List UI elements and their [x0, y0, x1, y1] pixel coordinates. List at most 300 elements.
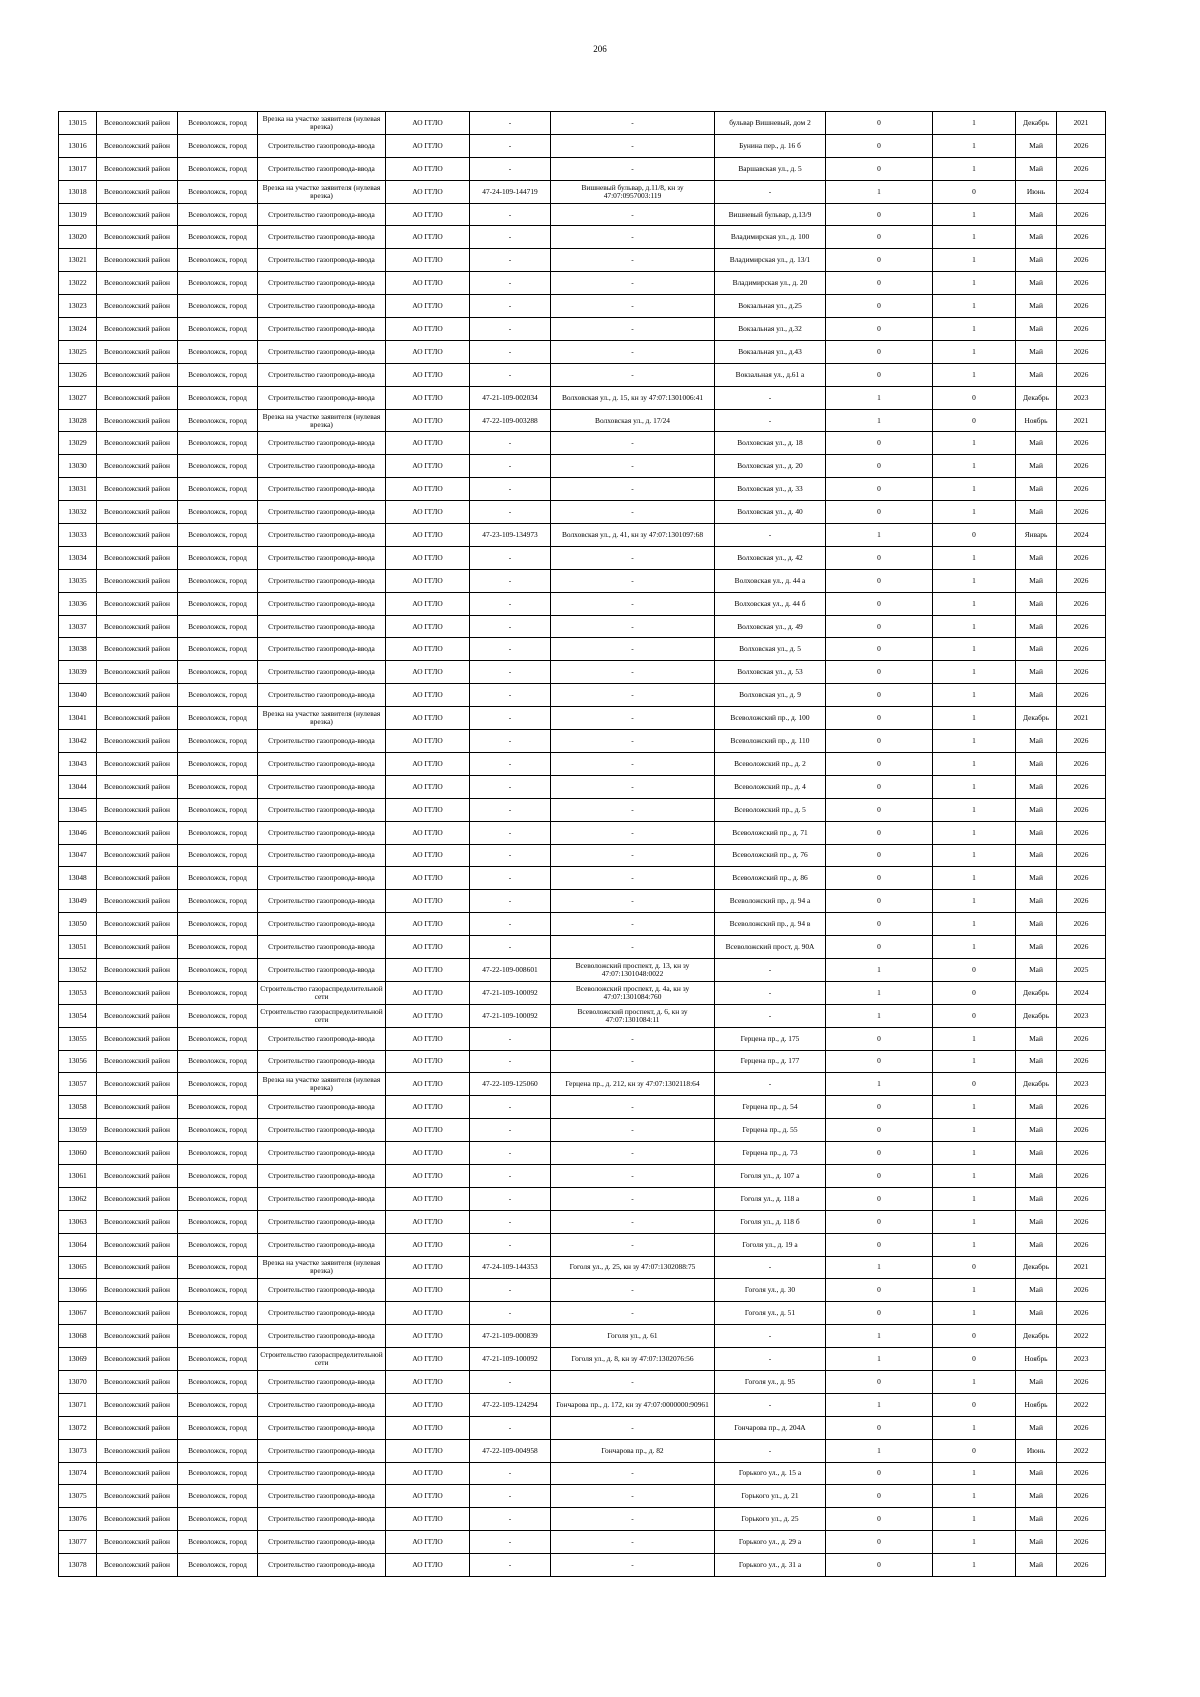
- cell-value-b: 1: [933, 798, 1016, 821]
- cell-settlement: Всеволожск, город: [178, 1027, 258, 1050]
- cell-value-a: 0: [826, 112, 933, 135]
- cell-permit-address: -: [551, 455, 715, 478]
- cell-month: Ноябрь: [1016, 409, 1057, 432]
- cell-index: 13022: [59, 272, 97, 295]
- cell-year: 2026: [1057, 913, 1106, 936]
- table-row: [59, 775, 1106, 798]
- cell-index: 13042: [59, 730, 97, 753]
- cell-value-a: 0: [826, 134, 933, 157]
- cell-month: Май: [1016, 592, 1057, 615]
- cell-month: Май: [1016, 157, 1057, 180]
- cell-index: 13031: [59, 478, 97, 501]
- cell-index: 13051: [59, 936, 97, 959]
- cell-permit: -: [470, 478, 551, 501]
- cell-settlement: Всеволожск, город: [178, 1462, 258, 1485]
- cell-value-b: 1: [933, 661, 1016, 684]
- cell-settlement: Всеволожск, город: [178, 203, 258, 226]
- cell-settlement: Всеволожск, город: [178, 730, 258, 753]
- cell-organization: АО ГГЛО: [386, 272, 470, 295]
- cell-district: Всеволожский район: [97, 249, 178, 272]
- cell-month: Май: [1016, 684, 1057, 707]
- cell-value-b: 1: [933, 455, 1016, 478]
- cell-permit: -: [470, 1416, 551, 1439]
- cell-address: Волховская ул., д. 40: [715, 501, 826, 524]
- cell-work-type: Строительство газопровода-ввода: [258, 1439, 386, 1462]
- cell-organization: АО ГГЛО: [386, 569, 470, 592]
- cell-month: Май: [1016, 134, 1057, 157]
- cell-month: Май: [1016, 775, 1057, 798]
- cell-settlement: Всеволожск, город: [178, 249, 258, 272]
- cell-value-a: 0: [826, 638, 933, 661]
- cell-permit: -: [470, 1554, 551, 1577]
- cell-value-b: 1: [933, 1142, 1016, 1165]
- cell-permit: -: [470, 913, 551, 936]
- cell-permit-address: Гончарова пр., д. 82: [551, 1439, 715, 1462]
- cell-index: 13044: [59, 775, 97, 798]
- cell-work-type: Строительство газопровода-ввода: [258, 1531, 386, 1554]
- table-row: [59, 684, 1106, 707]
- table-row: [59, 112, 1106, 135]
- cell-settlement: Всеволожск, город: [178, 890, 258, 913]
- cell-value-a: 0: [826, 1554, 933, 1577]
- table-row: [59, 180, 1106, 203]
- cell-organization: АО ГГЛО: [386, 409, 470, 432]
- cell-value-b: 1: [933, 730, 1016, 753]
- table-body: [59, 112, 1106, 1577]
- cell-value-a: 0: [826, 203, 933, 226]
- cell-year: 2026: [1057, 1142, 1106, 1165]
- cell-settlement: Всеволожск, город: [178, 592, 258, 615]
- cell-permit-address: -: [551, 249, 715, 272]
- cell-permit-address: Вишневый бульвар, д.11/8, кн зу 47:07:0957003:119: [551, 180, 715, 203]
- cell-index: 13068: [59, 1325, 97, 1348]
- cell-organization: АО ГГЛО: [386, 730, 470, 753]
- cell-value-b: 1: [933, 1485, 1016, 1508]
- cell-district: Всеволожский район: [97, 638, 178, 661]
- cell-district: Всеволожский район: [97, 821, 178, 844]
- cell-index: 13065: [59, 1256, 97, 1279]
- cell-index: 13020: [59, 226, 97, 249]
- table-row: [59, 478, 1106, 501]
- cell-settlement: Всеволожск, город: [178, 1096, 258, 1119]
- cell-year: 2026: [1057, 501, 1106, 524]
- cell-work-type: Строительство газопровода-ввода: [258, 1096, 386, 1119]
- cell-permit-address: Всеволожский проспект, д. 6, кн зу 47:07:1301084:11: [551, 1004, 715, 1027]
- cell-organization: АО ГГЛО: [386, 707, 470, 730]
- cell-settlement: Всеволожск, город: [178, 478, 258, 501]
- cell-value-a: 1: [826, 180, 933, 203]
- cell-index: 13066: [59, 1279, 97, 1302]
- cell-value-a: 0: [826, 295, 933, 318]
- cell-permit: 47-22-109-125060: [470, 1073, 551, 1096]
- cell-value-a: 0: [826, 1142, 933, 1165]
- cell-settlement: Всеволожск, город: [178, 226, 258, 249]
- cell-address: -: [715, 1004, 826, 1027]
- cell-work-type: Строительство газопровода-ввода: [258, 569, 386, 592]
- cell-district: Всеволожский район: [97, 1096, 178, 1119]
- cell-permit-address: -: [551, 1210, 715, 1233]
- cell-address: Гоголя ул., д. 95: [715, 1370, 826, 1393]
- cell-permit-address: -: [551, 1302, 715, 1325]
- cell-district: Всеволожский район: [97, 1348, 178, 1371]
- cell-permit: -: [470, 890, 551, 913]
- cell-year: 2026: [1057, 1119, 1106, 1142]
- cell-index: 13024: [59, 318, 97, 341]
- cell-settlement: Всеволожск, город: [178, 1554, 258, 1577]
- cell-year: 2026: [1057, 890, 1106, 913]
- cell-month: Май: [1016, 1210, 1057, 1233]
- cell-year: 2026: [1057, 1164, 1106, 1187]
- cell-year: 2021: [1057, 1256, 1106, 1279]
- cell-work-type: Строительство газопровода-ввода: [258, 615, 386, 638]
- cell-settlement: Всеволожск, город: [178, 1142, 258, 1165]
- cell-organization: АО ГГЛО: [386, 432, 470, 455]
- cell-work-type: Строительство газопровода-ввода: [258, 524, 386, 547]
- cell-value-a: 0: [826, 501, 933, 524]
- cell-organization: АО ГГЛО: [386, 1142, 470, 1165]
- cell-index: 13023: [59, 295, 97, 318]
- cell-district: Всеволожский район: [97, 1142, 178, 1165]
- cell-permit-address: -: [551, 432, 715, 455]
- cell-work-type: Строительство газопровода-ввода: [258, 592, 386, 615]
- cell-index: 13053: [59, 981, 97, 1004]
- cell-index: 13030: [59, 455, 97, 478]
- cell-work-type: Строительство газопровода-ввода: [258, 821, 386, 844]
- cell-address: -: [715, 958, 826, 981]
- cell-permit-address: -: [551, 775, 715, 798]
- cell-work-type: Строительство газопровода-ввода: [258, 913, 386, 936]
- cell-permit-address: -: [551, 1233, 715, 1256]
- cell-index: 13056: [59, 1050, 97, 1073]
- cell-district: Всеволожский район: [97, 958, 178, 981]
- cell-index: 13061: [59, 1164, 97, 1187]
- cell-permit: -: [470, 1485, 551, 1508]
- cell-year: 2021: [1057, 707, 1106, 730]
- cell-value-b: 1: [933, 592, 1016, 615]
- cell-work-type: Строительство газопровода-ввода: [258, 1325, 386, 1348]
- cell-index: 13041: [59, 707, 97, 730]
- cell-year: 2026: [1057, 157, 1106, 180]
- cell-organization: АО ГГЛО: [386, 1027, 470, 1050]
- cell-index: 13055: [59, 1027, 97, 1050]
- cell-organization: АО ГГЛО: [386, 1348, 470, 1371]
- cell-value-b: 1: [933, 844, 1016, 867]
- table-row: [59, 615, 1106, 638]
- cell-organization: АО ГГЛО: [386, 981, 470, 1004]
- cell-year: 2026: [1057, 203, 1106, 226]
- cell-work-type: Строительство газопровода-ввода: [258, 226, 386, 249]
- cell-permit: -: [470, 775, 551, 798]
- cell-year: 2026: [1057, 1508, 1106, 1531]
- cell-index: 13073: [59, 1439, 97, 1462]
- cell-index: 13067: [59, 1302, 97, 1325]
- cell-month: Ноябрь: [1016, 1393, 1057, 1416]
- cell-value-b: 1: [933, 478, 1016, 501]
- cell-value-a: 0: [826, 890, 933, 913]
- cell-address: -: [715, 1348, 826, 1371]
- cell-month: Май: [1016, 272, 1057, 295]
- cell-permit-address: -: [551, 546, 715, 569]
- cell-address: -: [715, 386, 826, 409]
- cell-permit-address: -: [551, 730, 715, 753]
- cell-month: Май: [1016, 1462, 1057, 1485]
- cell-district: Всеволожский район: [97, 1164, 178, 1187]
- cell-organization: АО ГГЛО: [386, 1462, 470, 1485]
- cell-index: 13060: [59, 1142, 97, 1165]
- cell-organization: АО ГГЛО: [386, 890, 470, 913]
- cell-permit: -: [470, 1302, 551, 1325]
- cell-permit-address: -: [551, 867, 715, 890]
- cell-index: 13047: [59, 844, 97, 867]
- cell-permit: -: [470, 1050, 551, 1073]
- cell-organization: АО ГГЛО: [386, 615, 470, 638]
- cell-settlement: Всеволожск, город: [178, 1348, 258, 1371]
- cell-organization: АО ГГЛО: [386, 684, 470, 707]
- cell-permit: -: [470, 1279, 551, 1302]
- cell-index: 13054: [59, 1004, 97, 1027]
- cell-value-b: 0: [933, 1004, 1016, 1027]
- cell-value-b: 0: [933, 524, 1016, 547]
- cell-address: Вокзальная ул., д.43: [715, 340, 826, 363]
- cell-settlement: Всеволожск, город: [178, 867, 258, 890]
- table-row: [59, 1187, 1106, 1210]
- cell-district: Всеволожский район: [97, 936, 178, 959]
- cell-permit: -: [470, 615, 551, 638]
- cell-address: Вокзальная ул., д.25: [715, 295, 826, 318]
- cell-value-b: 0: [933, 180, 1016, 203]
- cell-settlement: Всеволожск, город: [178, 501, 258, 524]
- cell-address: Гоголя ул., д. 118 а: [715, 1187, 826, 1210]
- table-row: [59, 844, 1106, 867]
- cell-organization: АО ГГЛО: [386, 775, 470, 798]
- cell-permit: -: [470, 798, 551, 821]
- cell-settlement: Всеволожск, город: [178, 112, 258, 135]
- cell-index: 13032: [59, 501, 97, 524]
- cell-address: Волховская ул., д. 53: [715, 661, 826, 684]
- cell-organization: АО ГГЛО: [386, 203, 470, 226]
- cell-year: 2026: [1057, 1531, 1106, 1554]
- cell-year: 2026: [1057, 1416, 1106, 1439]
- cell-work-type: Строительство газопровода-ввода: [258, 730, 386, 753]
- cell-permit-address: -: [551, 936, 715, 959]
- cell-value-a: 0: [826, 318, 933, 341]
- cell-address: Волховская ул., д. 33: [715, 478, 826, 501]
- cell-value-a: 0: [826, 684, 933, 707]
- cell-address: -: [715, 981, 826, 1004]
- cell-year: 2021: [1057, 112, 1106, 135]
- cell-year: 2026: [1057, 844, 1106, 867]
- cell-district: Всеволожский район: [97, 844, 178, 867]
- cell-district: Всеволожский район: [97, 409, 178, 432]
- cell-month: Май: [1016, 936, 1057, 959]
- cell-organization: АО ГГЛО: [386, 958, 470, 981]
- cell-organization: АО ГГЛО: [386, 501, 470, 524]
- cell-permit-address: Гоголя ул., д. 61: [551, 1325, 715, 1348]
- cell-district: Всеволожский район: [97, 1233, 178, 1256]
- cell-year: 2026: [1057, 134, 1106, 157]
- cell-year: 2026: [1057, 730, 1106, 753]
- page-number: 206: [593, 44, 607, 54]
- cell-work-type: Строительство газопровода-ввода: [258, 1302, 386, 1325]
- cell-settlement: Всеволожск, город: [178, 386, 258, 409]
- cell-year: 2026: [1057, 569, 1106, 592]
- cell-month: Май: [1016, 478, 1057, 501]
- cell-settlement: Всеволожск, город: [178, 661, 258, 684]
- cell-organization: АО ГГЛО: [386, 1531, 470, 1554]
- cell-work-type: Строительство газопровода-ввода: [258, 844, 386, 867]
- cell-permit-address: -: [551, 203, 715, 226]
- cell-work-type: Строительство газопровода-ввода: [258, 1370, 386, 1393]
- cell-organization: АО ГГЛО: [386, 821, 470, 844]
- cell-district: Всеволожский район: [97, 340, 178, 363]
- cell-value-b: 1: [933, 1050, 1016, 1073]
- cell-value-b: 0: [933, 1393, 1016, 1416]
- cell-settlement: Всеволожск, город: [178, 1416, 258, 1439]
- cell-value-b: 1: [933, 157, 1016, 180]
- cell-month: Декабрь: [1016, 1256, 1057, 1279]
- cell-organization: АО ГГЛО: [386, 524, 470, 547]
- cell-settlement: Всеволожск, город: [178, 134, 258, 157]
- cell-value-a: 0: [826, 1027, 933, 1050]
- cell-permit-address: -: [551, 1164, 715, 1187]
- cell-month: Май: [1016, 844, 1057, 867]
- cell-settlement: Всеволожск, город: [178, 524, 258, 547]
- cell-permit: 47-21-109-100092: [470, 1004, 551, 1027]
- cell-work-type: Строительство газопровода-ввода: [258, 890, 386, 913]
- cell-value-a: 0: [826, 730, 933, 753]
- cell-year: 2026: [1057, 318, 1106, 341]
- cell-month: Декабрь: [1016, 386, 1057, 409]
- cell-address: Горького ул., д. 29 а: [715, 1531, 826, 1554]
- cell-settlement: Всеволожск, город: [178, 1325, 258, 1348]
- cell-permit-address: -: [551, 226, 715, 249]
- cell-organization: АО ГГЛО: [386, 1187, 470, 1210]
- cell-permit: -: [470, 1142, 551, 1165]
- cell-work-type: Строительство газораспределительной сети: [258, 981, 386, 1004]
- table-row: [59, 546, 1106, 569]
- cell-district: Всеволожский район: [97, 295, 178, 318]
- cell-organization: АО ГГЛО: [386, 134, 470, 157]
- cell-settlement: Всеволожск, город: [178, 1439, 258, 1462]
- table-row: [59, 1004, 1106, 1027]
- table-row: [59, 1256, 1106, 1279]
- cell-value-a: 0: [826, 1508, 933, 1531]
- cell-permit: -: [470, 707, 551, 730]
- cell-settlement: Всеволожск, город: [178, 1004, 258, 1027]
- cell-permit-address: -: [551, 1187, 715, 1210]
- cell-work-type: Строительство газопровода-ввода: [258, 638, 386, 661]
- cell-permit-address: -: [551, 134, 715, 157]
- cell-year: 2024: [1057, 180, 1106, 203]
- cell-permit-address: -: [551, 684, 715, 707]
- cell-work-type: Строительство газопровода-ввода: [258, 363, 386, 386]
- cell-address: -: [715, 409, 826, 432]
- cell-district: Всеволожский район: [97, 272, 178, 295]
- cell-value-a: 0: [826, 821, 933, 844]
- cell-work-type: Строительство газопровода-ввода: [258, 867, 386, 890]
- cell-permit-address: Всеволожский проспект, д. 4а, кн зу 47:07:1301084:760: [551, 981, 715, 1004]
- cell-year: 2023: [1057, 386, 1106, 409]
- cell-year: 2026: [1057, 432, 1106, 455]
- cell-year: 2026: [1057, 1027, 1106, 1050]
- cell-value-b: 1: [933, 1508, 1016, 1531]
- cell-permit: -: [470, 363, 551, 386]
- cell-district: Всеволожский район: [97, 1187, 178, 1210]
- cell-address: -: [715, 1325, 826, 1348]
- cell-value-a: 0: [826, 913, 933, 936]
- cell-permit: -: [470, 318, 551, 341]
- cell-value-a: 0: [826, 1119, 933, 1142]
- cell-organization: АО ГГЛО: [386, 1485, 470, 1508]
- cell-month: Май: [1016, 1485, 1057, 1508]
- cell-year: 2026: [1057, 867, 1106, 890]
- table-row: [59, 1439, 1106, 1462]
- cell-address: Всеволожский пр., д. 5: [715, 798, 826, 821]
- cell-organization: АО ГГЛО: [386, 1096, 470, 1119]
- cell-work-type: Строительство газопровода-ввода: [258, 455, 386, 478]
- cell-work-type: Строительство газораспределительной сети: [258, 1004, 386, 1027]
- cell-index: 13050: [59, 913, 97, 936]
- cell-address: Горького ул., д. 15 а: [715, 1462, 826, 1485]
- cell-month: Июнь: [1016, 1439, 1057, 1462]
- cell-value-a: 0: [826, 1096, 933, 1119]
- cell-work-type: Строительство газопровода-ввода: [258, 752, 386, 775]
- cell-month: Май: [1016, 1233, 1057, 1256]
- cell-district: Всеволожский район: [97, 1393, 178, 1416]
- cell-work-type: Строительство газопровода-ввода: [258, 1233, 386, 1256]
- cell-permit: -: [470, 867, 551, 890]
- cell-permit: -: [470, 1531, 551, 1554]
- cell-permit: -: [470, 1187, 551, 1210]
- cell-address: Всеволожский пр., д. 86: [715, 867, 826, 890]
- cell-work-type: Врезка на участке заявителя (нулевая врезка): [258, 112, 386, 135]
- cell-district: Всеволожский район: [97, 1050, 178, 1073]
- cell-district: Всеволожский район: [97, 157, 178, 180]
- cell-address: Всеволожский пр., д. 94 а: [715, 890, 826, 913]
- cell-month: Май: [1016, 432, 1057, 455]
- cell-month: Май: [1016, 1096, 1057, 1119]
- cell-value-a: 0: [826, 1416, 933, 1439]
- cell-year: 2023: [1057, 1004, 1106, 1027]
- cell-address: Герцена пр., д. 73: [715, 1142, 826, 1165]
- cell-year: 2026: [1057, 1485, 1106, 1508]
- cell-organization: АО ГГЛО: [386, 1554, 470, 1577]
- cell-settlement: Всеволожск, город: [178, 1485, 258, 1508]
- cell-index: 13048: [59, 867, 97, 890]
- cell-district: Всеволожский район: [97, 363, 178, 386]
- cell-index: 13028: [59, 409, 97, 432]
- cell-value-a: 0: [826, 844, 933, 867]
- cell-year: 2026: [1057, 1096, 1106, 1119]
- cell-permit-address: Гончарова пр., д. 172, кн зу 47:07:0000000:90961: [551, 1393, 715, 1416]
- table-row: [59, 1554, 1106, 1577]
- cell-year: 2026: [1057, 936, 1106, 959]
- cell-settlement: Всеволожск, город: [178, 272, 258, 295]
- cell-settlement: Всеволожск, город: [178, 775, 258, 798]
- cell-permit: -: [470, 203, 551, 226]
- table-row: [59, 1370, 1106, 1393]
- cell-work-type: Строительство газопровода-ввода: [258, 1485, 386, 1508]
- cell-permit-address: -: [551, 661, 715, 684]
- cell-month: Май: [1016, 1508, 1057, 1531]
- cell-permit: -: [470, 340, 551, 363]
- cell-district: Всеволожский район: [97, 752, 178, 775]
- cell-work-type: Строительство газопровода-ввода: [258, 1210, 386, 1233]
- cell-organization: АО ГГЛО: [386, 844, 470, 867]
- cell-permit: -: [470, 249, 551, 272]
- cell-work-type: Строительство газопровода-ввода: [258, 1279, 386, 1302]
- cell-index: 13052: [59, 958, 97, 981]
